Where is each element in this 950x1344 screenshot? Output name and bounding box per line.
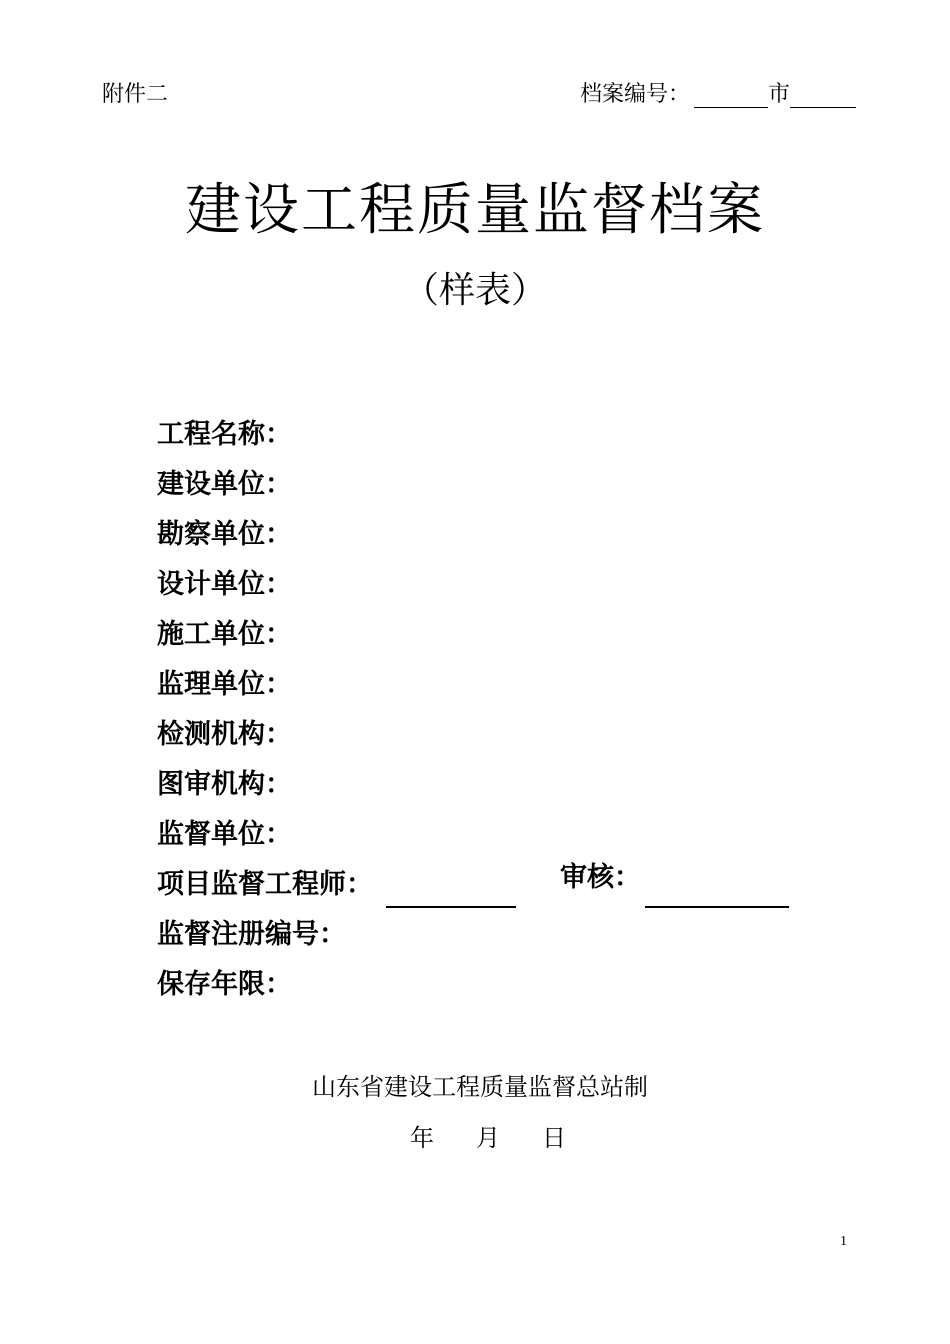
field-retention-period: 保存年限： [157,969,292,1000]
field-project-name: 工程名称： [157,419,292,450]
review-signature-line [645,906,789,908]
field-oversight-registration-number: 监督注册编号： [157,919,346,950]
page-number: 1 [840,1234,847,1249]
document-title: 建设工程质量监督档案 [185,178,765,243]
field-list [157,410,373,1010]
archive-number-label: 档案编号： [580,82,691,107]
field-design-unit: 设计单位： [157,569,292,600]
attachment-label: 附件二 [102,82,169,107]
engineer-signature-line [386,906,516,908]
day-label: 日 [542,1124,566,1152]
field-construction-unit: 建设单位： [157,469,292,500]
city-blank [790,81,856,108]
field-survey-unit: 勘察单位： [157,519,292,550]
review-label: 审核： [560,862,641,893]
issuing-organization: 山东省建设工程质量监督总站制 [312,1073,648,1101]
field-builder-unit: 施工单位： [157,619,292,650]
field-supervision-unit: 监理单位： [157,669,292,700]
field-testing-agency: 检测机构： [157,719,292,750]
date-line [410,1118,566,1153]
month-label: 月 [476,1124,500,1152]
archive-number-blank [694,81,768,108]
field-drawing-review-agency: 图审机构： [157,769,292,800]
city-label: 市 [768,82,791,107]
field-oversight-unit: 监督单位： [157,819,292,850]
archive-number [580,77,856,108]
year-label: 年 [410,1124,434,1152]
document-subtitle: （样表） [402,270,547,311]
field-project-oversight-engineer: 项目监督工程师： [157,869,373,900]
